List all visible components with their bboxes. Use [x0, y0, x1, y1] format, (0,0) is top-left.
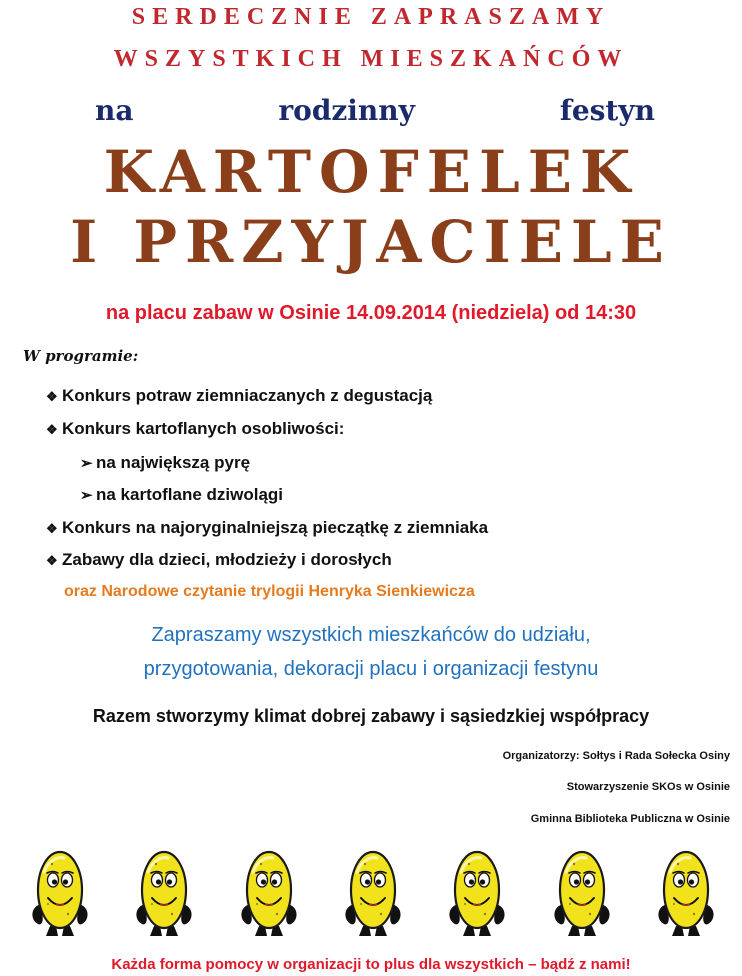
potato-mascot-icon — [445, 842, 509, 938]
header-line-1: SERDECZNIE ZAPRASZAMY — [131, 4, 611, 30]
organizer-line: Stowarzyszenie SKOs w Osinie — [566, 781, 730, 793]
potato-mascot-icon — [28, 842, 92, 938]
event-date-line: na placu zabaw w Osinie 14.09.2014 (niedziela) od 14:30 — [105, 302, 637, 324]
arrow-bullet-icon: ➢ — [80, 455, 93, 472]
header-word-na: na — [95, 94, 134, 127]
invite-line-2: przygotowania, dekoracji placu i organizacji festynu — [143, 658, 599, 680]
program-item-text: Konkurs na najoryginalniejszą pieczątkę z ziemniaka — [62, 518, 489, 537]
footer-line: Każda forma pomocy w organizacji to plus dla wszystkich – bądź z nami! — [111, 956, 631, 973]
program-item-text: Zabawy dla dzieci, młodzieży i dorosłych — [62, 550, 392, 569]
arrow-bullet-icon: ➢ — [80, 487, 93, 504]
program-subitem-text: na największą pyrę — [96, 453, 251, 472]
program-item-text: Konkurs potraw ziemniaczanych z degustacją — [62, 386, 433, 405]
program-item-text: Konkurs kartoflanych osobliwości: — [62, 419, 345, 438]
potato-mascot-row — [28, 842, 718, 938]
organizer-line: Organizatorzy: Sołtys i Rada Sołecka Osiny — [502, 750, 730, 762]
organizer-line: Gminna Biblioteka Publiczna w Osinie — [530, 813, 730, 825]
title-kartofelek: KARTOFELEK — [103, 138, 639, 206]
potato-mascot-icon — [654, 842, 718, 938]
header-word-rodzinny: rodzinny — [278, 94, 415, 127]
program-item — [46, 550, 392, 570]
program-heading: W programie: — [23, 347, 139, 365]
title-przyjaciele: I PRZYJACIELE — [70, 208, 672, 276]
diamond-bullet-icon: ❖ — [46, 553, 58, 568]
potato-mascot-icon — [550, 842, 614, 938]
diamond-bullet-icon: ❖ — [46, 422, 58, 437]
program-subitem — [80, 485, 283, 505]
header-word-festyn: festyn — [559, 94, 655, 127]
diamond-bullet-icon: ❖ — [46, 389, 58, 404]
program-item — [46, 386, 432, 406]
potato-mascot-icon — [132, 842, 196, 938]
program-item — [46, 518, 488, 538]
program-subitem — [80, 453, 250, 473]
header-line-3 — [95, 94, 655, 127]
together-line: Razem stworzymy klimat dobrej zabawy i sąsiedzkiej współpracy — [92, 706, 650, 726]
header-line-2: WSZYSTKICH MIESZKAŃCÓW — [113, 46, 629, 72]
diamond-bullet-icon: ❖ — [46, 521, 58, 536]
program-subitem-text: na kartoflane dziwolągi — [96, 485, 284, 504]
program-item — [46, 419, 344, 439]
invite-line-1: Zapraszamy wszystkich mieszkańców do udziału, — [151, 624, 591, 646]
potato-mascot-icon — [341, 842, 405, 938]
potato-mascot-icon — [237, 842, 301, 938]
program-extra: oraz Narodowe czytanie trylogii Henryka Sienkiewicza — [64, 583, 475, 600]
